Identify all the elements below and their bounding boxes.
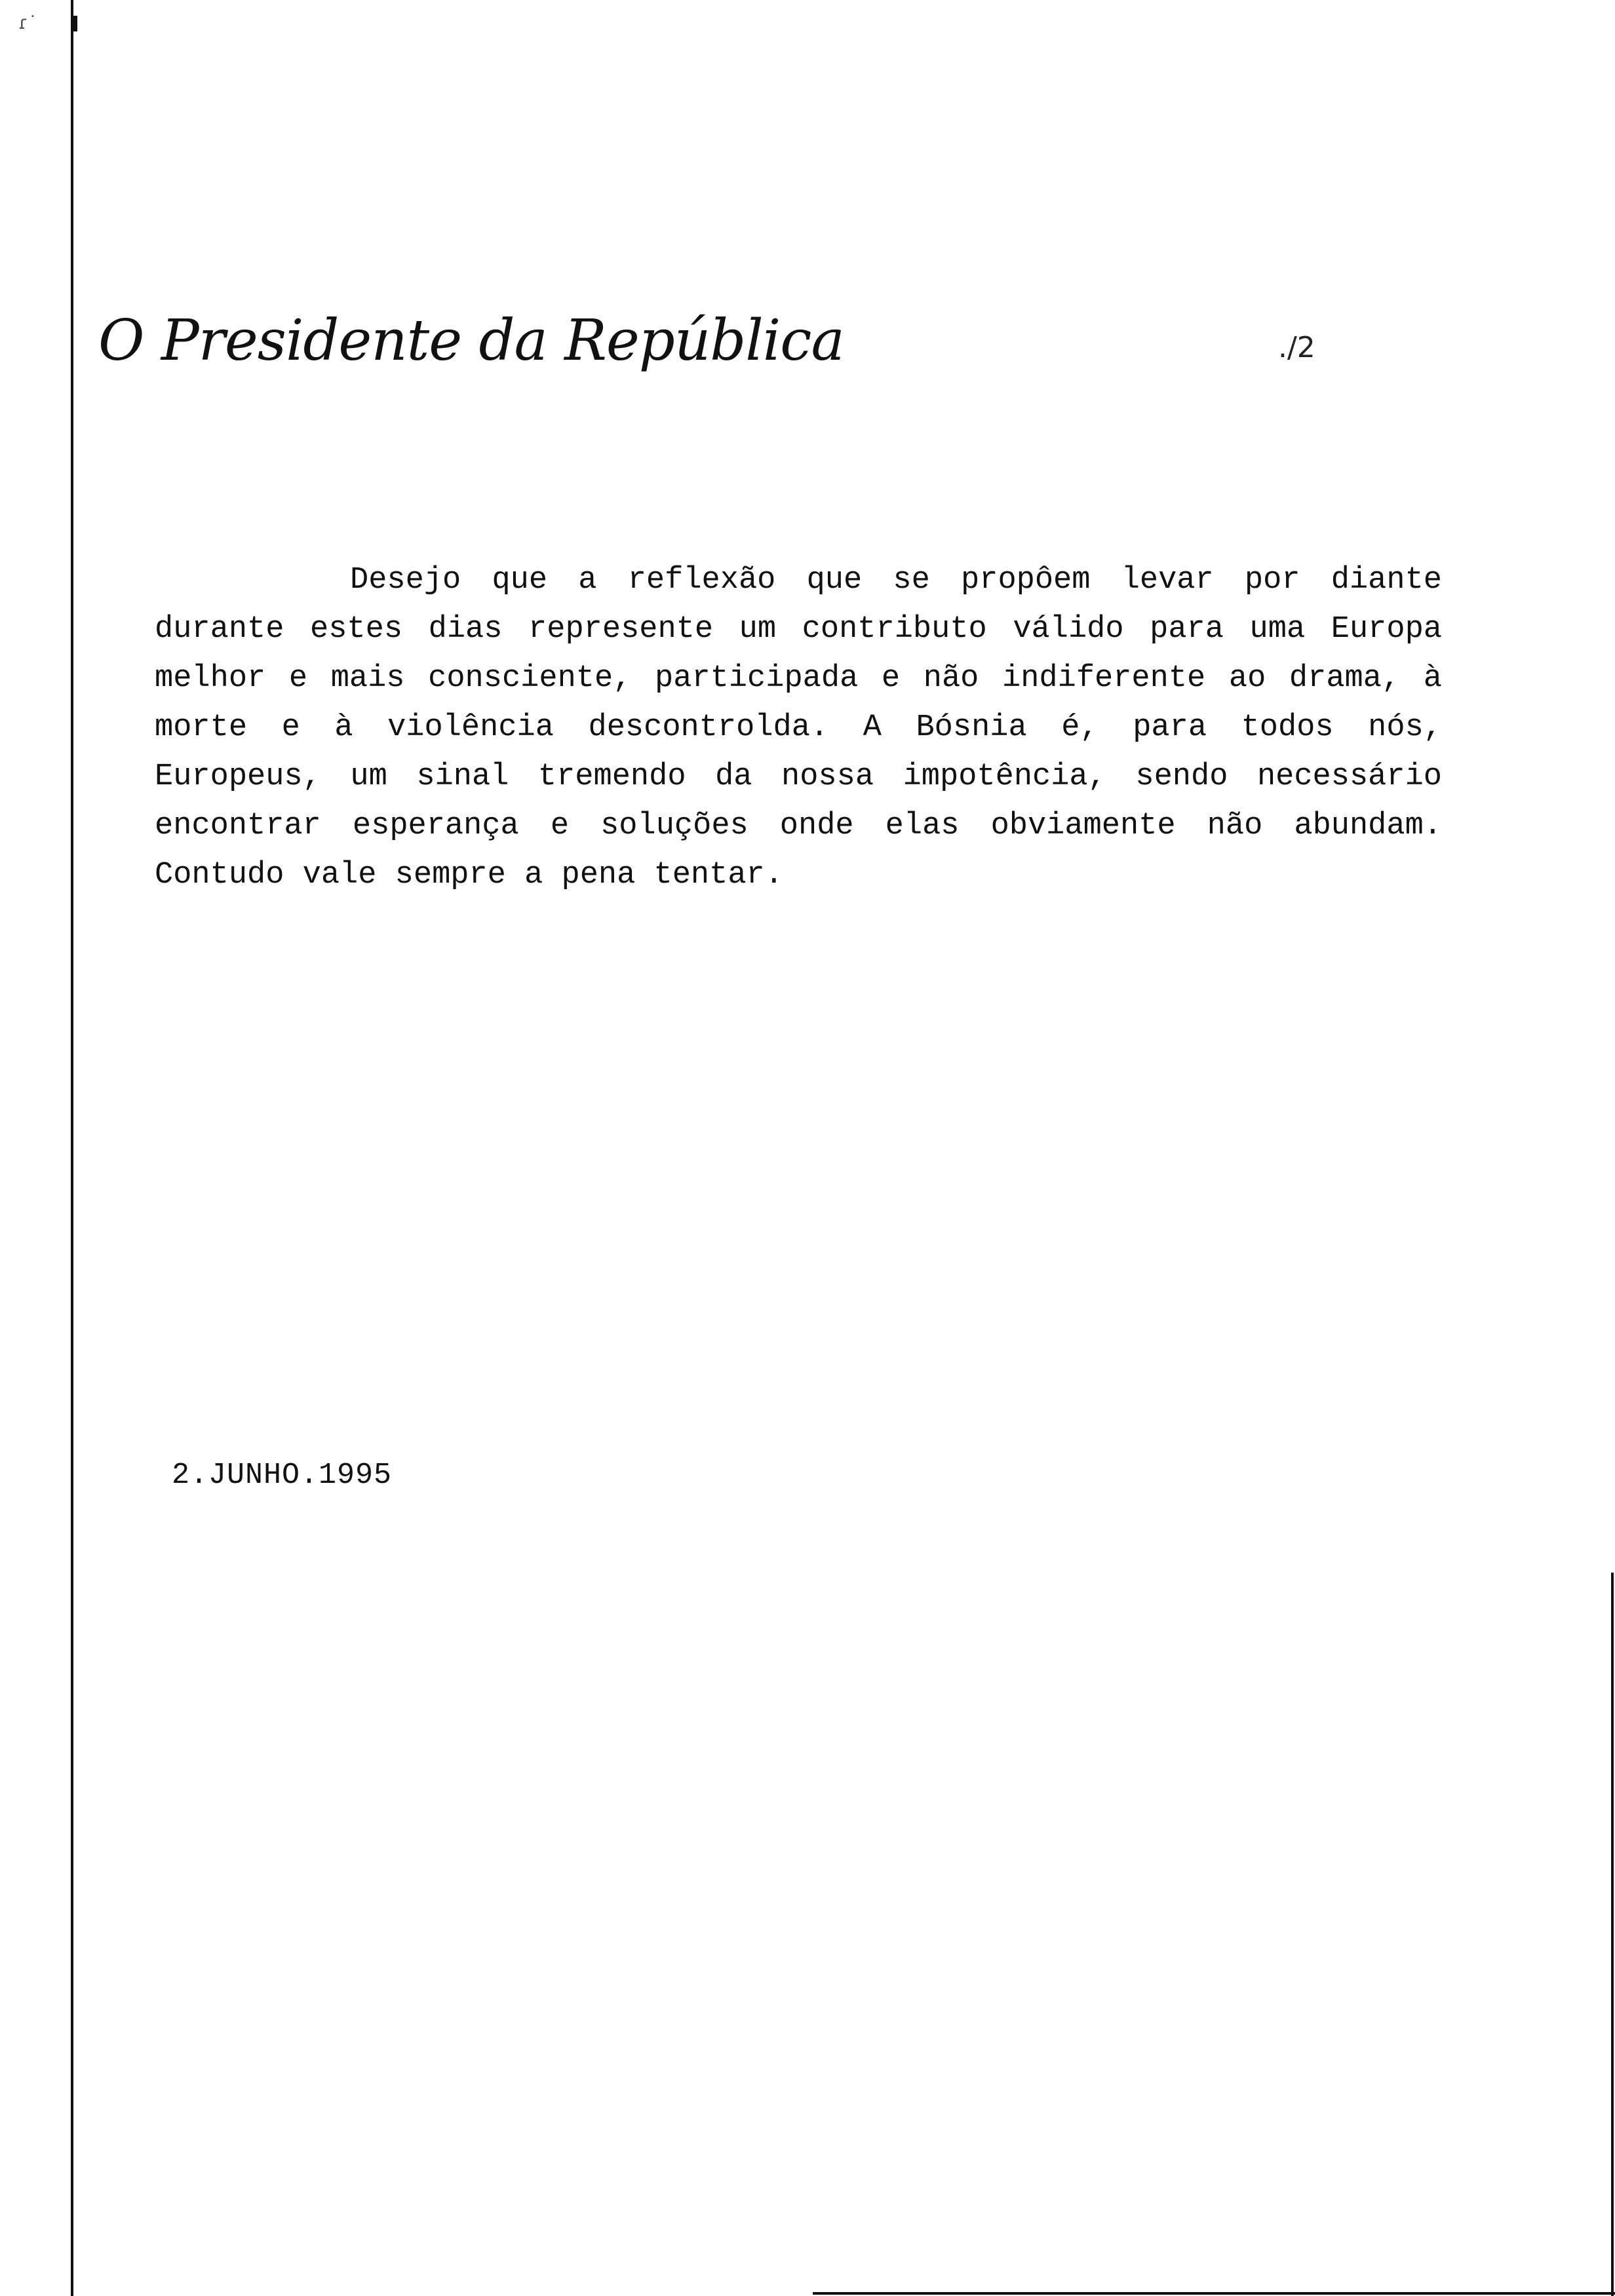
binding-mark: [73, 16, 77, 31]
scan-corner-mark: ɾ˙: [18, 12, 37, 33]
document-date: 2.JUNHO.1995: [172, 1459, 393, 1492]
page-number: ./2: [1278, 331, 1315, 364]
letterhead-title: O Presidente da República: [98, 308, 844, 373]
page-right-edge: [1611, 1573, 1614, 2296]
body-paragraph: Desejo que a reflexão que se propôem levar por diante durante estes dias represente um contributo válido para uma Europa melhor e mais consciente, participada e não indiferente ao drama, à morte e à violência descontrolda. A Bósnia é, para todos nós, Europeus, um sinal tremendo da nossa impotência, sendo necessário encontrar esperança e soluções onde elas obviamente não abundam. Contudo vale sempre a pena tentar.: [155, 563, 1442, 892]
page-left-edge: [71, 0, 73, 2296]
page-bottom-edge: [813, 2292, 1615, 2295]
